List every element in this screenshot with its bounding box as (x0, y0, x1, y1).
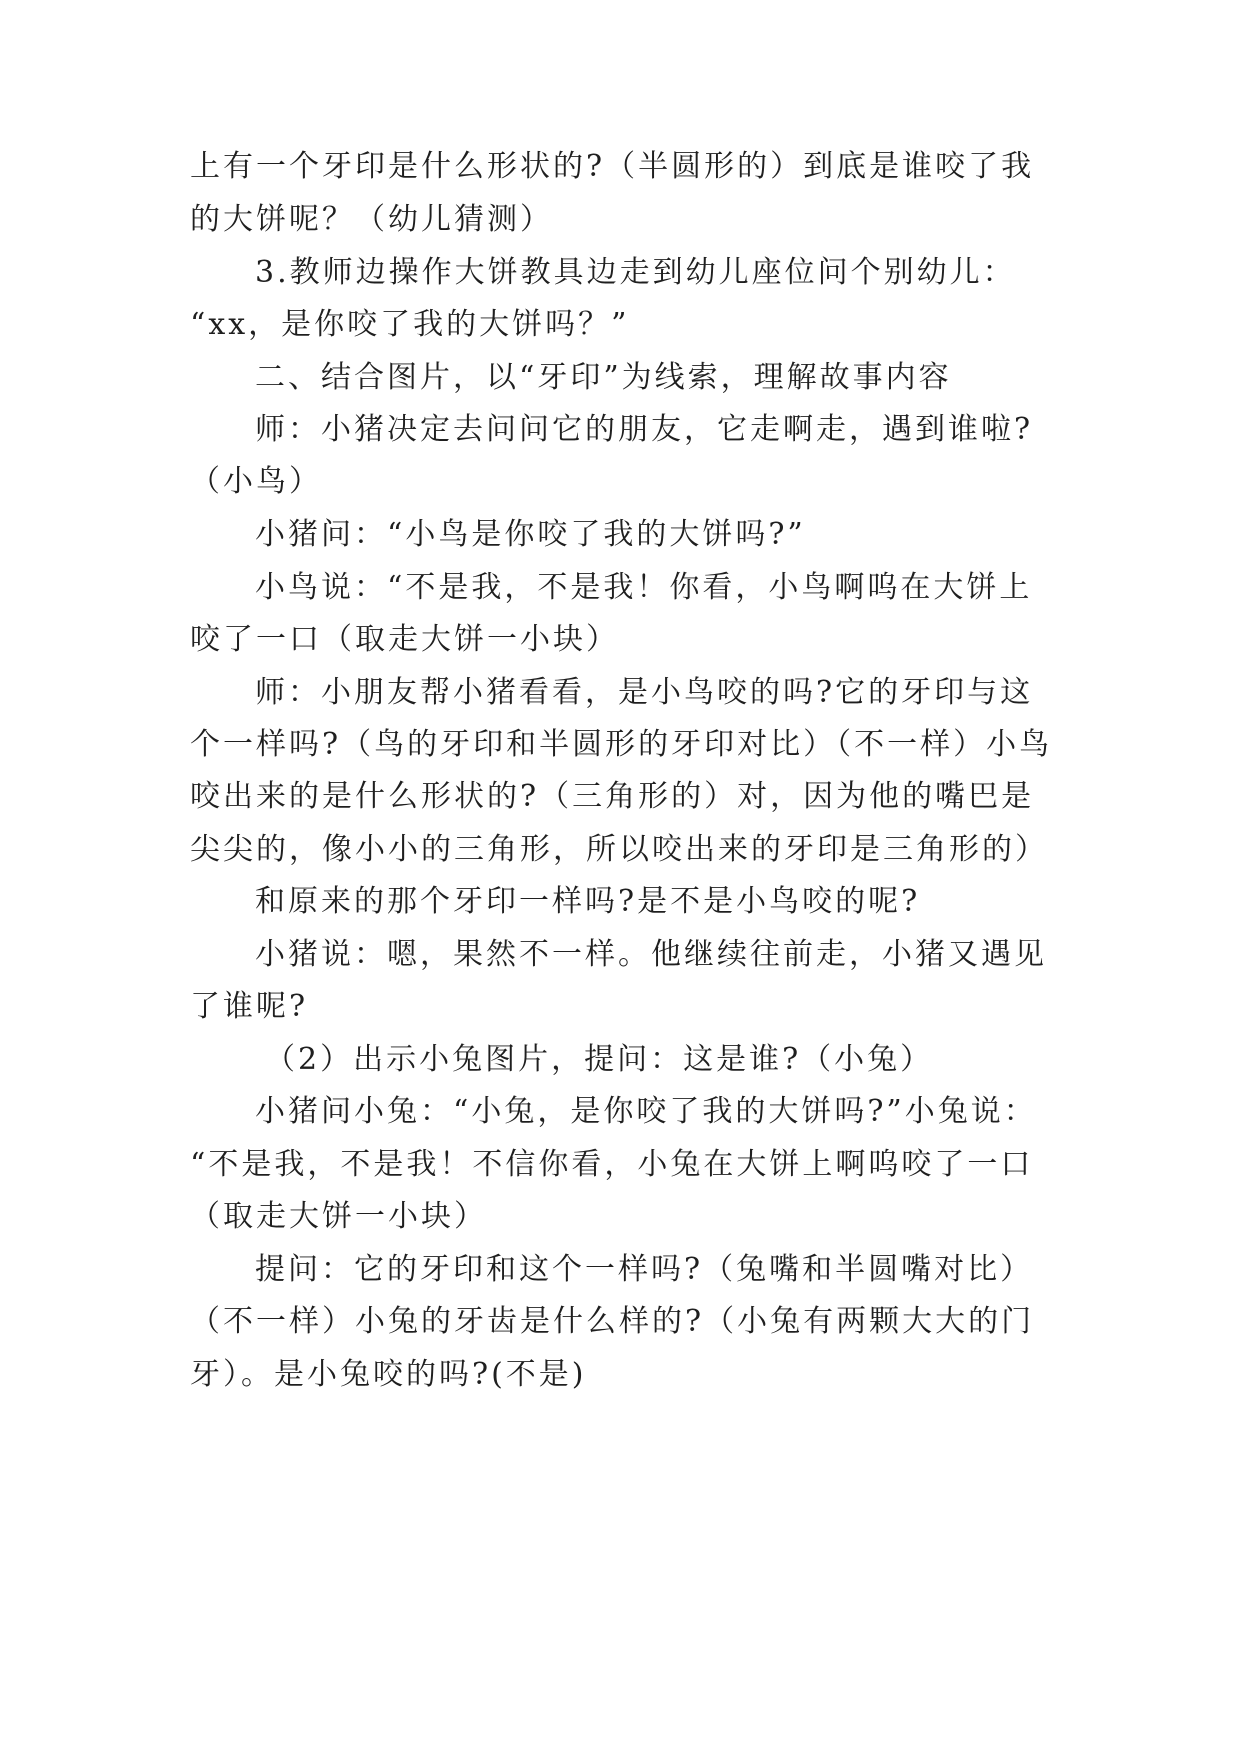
text-line-12: 个一样吗?（鸟的牙印和半圆形的牙印对比）（不一样）小鸟 (190, 727, 1053, 762)
text-line-15: 和原来的那个牙印一样吗?是不是小鸟咬的呢? (255, 884, 921, 919)
text-line-9: 小鸟说：“不是我，不是我！你看，小鸟啊呜在大饼上 (255, 570, 1033, 605)
text-line-17: 了谁呢? (190, 989, 309, 1024)
text-line-22: 提问：它的牙印和这个一样吗?（兔嘴和半圆嘴对比） (255, 1252, 1034, 1287)
text-line-20: “不是我，不是我！不信你看，小兔在大饼上啊呜咬了一口 (190, 1147, 1034, 1182)
text-line-6: 师：小猪决定去问问它的朋友，它走啊走，遇到谁啦? (255, 412, 1034, 447)
section-heading: 二、结合图片，以“牙印”为线索，理解故事内容 (255, 360, 952, 395)
text-line-14: 尖尖的，像小小的三角形，所以咬出来的牙印是三角形的） (190, 832, 1048, 867)
text-line-3: 3.教师边操作大饼教具边走到幼儿座位问个别幼儿： (255, 255, 1016, 290)
text-line-1: 上有一个牙印是什么形状的?（半圆形的）到底是谁咬了我 (190, 149, 1035, 184)
text-line-19: 小猪问小兔：“小兔，是你咬了我的大饼吗?”小兔说： (255, 1094, 1037, 1129)
text-line-23: （不一样）小兔的牙齿是什么样的?（小兔有两颗大大的门 (190, 1304, 1035, 1339)
text-line-11: 师：小朋友帮小猪看看，是小鸟咬的吗?它的牙印与这 (255, 675, 1034, 710)
text-line-8: 小猪问：“小鸟是你咬了我的大饼吗?” (255, 517, 806, 552)
text-line-10: 咬了一口（取走大饼一小块） (190, 622, 619, 657)
text-line-7: （小鸟） (190, 464, 322, 499)
text-line-2: 的大饼呢？（幼儿猜测） (190, 202, 553, 237)
text-line-18: （2）出示小兔图片，提问：这是谁?（小兔） (265, 1042, 934, 1077)
text-line-16: 小猪说：嗯，果然不一样。他继续往前走，小猪又遇见 (255, 937, 1047, 972)
text-line-21: （取走大饼一小块） (190, 1199, 487, 1234)
text-line-24: 牙）。是小兔咬的吗?(不是) (190, 1357, 587, 1392)
text-line-4: “xx，是你咬了我的大饼吗？” (190, 307, 630, 342)
text-line-13: 咬出来的是什么形状的?（三角形的）对，因为他的嘴巴是 (190, 779, 1035, 814)
